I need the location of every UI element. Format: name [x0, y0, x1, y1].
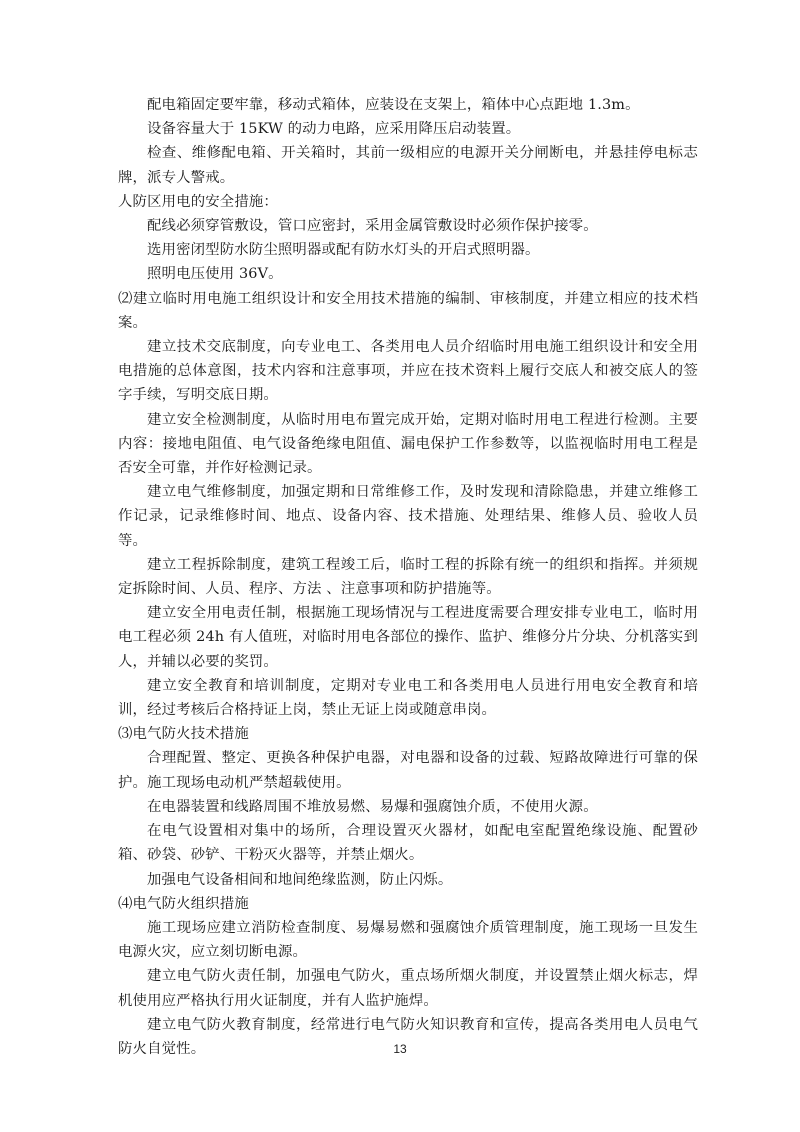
section-heading: ⑷电气防火组织措施 — [118, 895, 249, 912]
body-paragraph: 在电气设置相对集中的场所，合理设置灭火器材，如配电室配置绝缘设施、配置砂箱、砂袋、砂铲、干粉灭火器等，并禁止烟火。 — [118, 823, 698, 864]
body-paragraph: 配电箱固定要牢靠，移动式箱体，应装设在支架上，箱体中心点距地 1.3m。 — [147, 97, 640, 113]
body-paragraph: 照明电压使用 36V。 — [147, 266, 283, 283]
body-paragraph: 选用密闭型防水防尘照明器或配有防水灯头的开启式照明器。 — [147, 242, 540, 259]
body-paragraph: 建立安全检测制度，从临时用电布置完成开始，定期对临时用电工程进行检测。主要内容：接地电阻值、电气设备绝缘电阻值、漏电保护工作参数等，以监视临时用电工程是否安全可靠，并作好检测记录。 — [118, 411, 698, 477]
body-paragraph: 设备容量大于 15KW 的动力电路，应采用降压启动装置。 — [147, 121, 521, 138]
section-heading: 人防区用电的安全措施： — [118, 193, 278, 210]
page-body — [118, 93, 698, 1061]
body-paragraph: 配线必须穿管敷设，管口应密封，采用金属管敷设时必须作保护接零。 — [147, 218, 598, 235]
section-heading: ⑵建立临时用电施工组织设计和安全用技术措施的编制、审核制度，并建立相应的技术档案。 — [118, 290, 698, 331]
body-paragraph: 合理配置、整定、更换各种保护电器，对电器和设备的过载、短路故障进行可靠的保护。施工现场电动机严禁超载使用。 — [118, 750, 698, 791]
body-paragraph: 建立电气维修制度，加强定期和日常维修工作，及时发现和清除隐患，并建立维修工作记录，记录维修时间、地点、设备内容、技术措施、处理结果、维修人员、验收人员等。 — [118, 484, 698, 549]
body-paragraph: 检查、维修配电箱、开关箱时，其前一级相应的电源开关分闸断电，并悬挂停电标志牌，派专人警戒。 — [118, 145, 698, 186]
page-number: 13 — [393, 1042, 407, 1056]
body-paragraph: 在电器装置和线路周围不堆放易燃、易爆和强腐蚀介质，不使用火源。 — [147, 798, 598, 815]
body-paragraph: 建立安全用电责任制，根据施工现场情况与工程进度需要合理安排专业电工，临时用电工程必须 24h 有人值班，对临时用电各部位的操作、监护、维修分片分块、分机落实到人，并辅以必要的奖罚。 — [118, 605, 698, 670]
body-paragraph: 建立电气防火责任制，加强电气防火，重点场所烟火制度，并设置禁止烟火标志，焊机使用应严格执行用火证制度，并有人监护施焊。 — [118, 968, 698, 1009]
body-paragraph: 建立电气防火教育制度，经常进行电气防火知识教育和宣传，提高各类用电人员电气防火自觉性。 — [118, 1016, 698, 1057]
body-paragraph: 施工现场应建立消防检查制度、易爆易燃和强腐蚀介质管理制度，施工现场一旦发生电源火灾，应立刻切断电源。 — [118, 919, 698, 961]
body-paragraph: 建立工程拆除制度，建筑工程竣工后，临时工程的拆除有统一的组织和指挥。并须规定拆除时间、人员、程序、方法 、注意事项和防护措施等。 — [118, 556, 698, 598]
body-paragraph: 建立技术交底制度，向专业电工、各类用电人员介绍临时用电施工组织设计和安全用电措施的总体意图，技术内容和注意事项，并应在技术资料上履行交底人和被交底人的签字手续，写明交底日期。 — [118, 339, 698, 404]
body-paragraph: 建立安全教育和培训制度，定期对专业电工和各类用电人员进行用电安全教育和培训，经过考核后合格持证上岗，禁止无证上岗或随意串岗。 — [118, 677, 698, 719]
section-heading: ⑶电气防火技术措施 — [118, 726, 249, 743]
body-paragraph: 加强电气设备相间和地间绝缘监测，防止闪烁。 — [147, 871, 453, 888]
